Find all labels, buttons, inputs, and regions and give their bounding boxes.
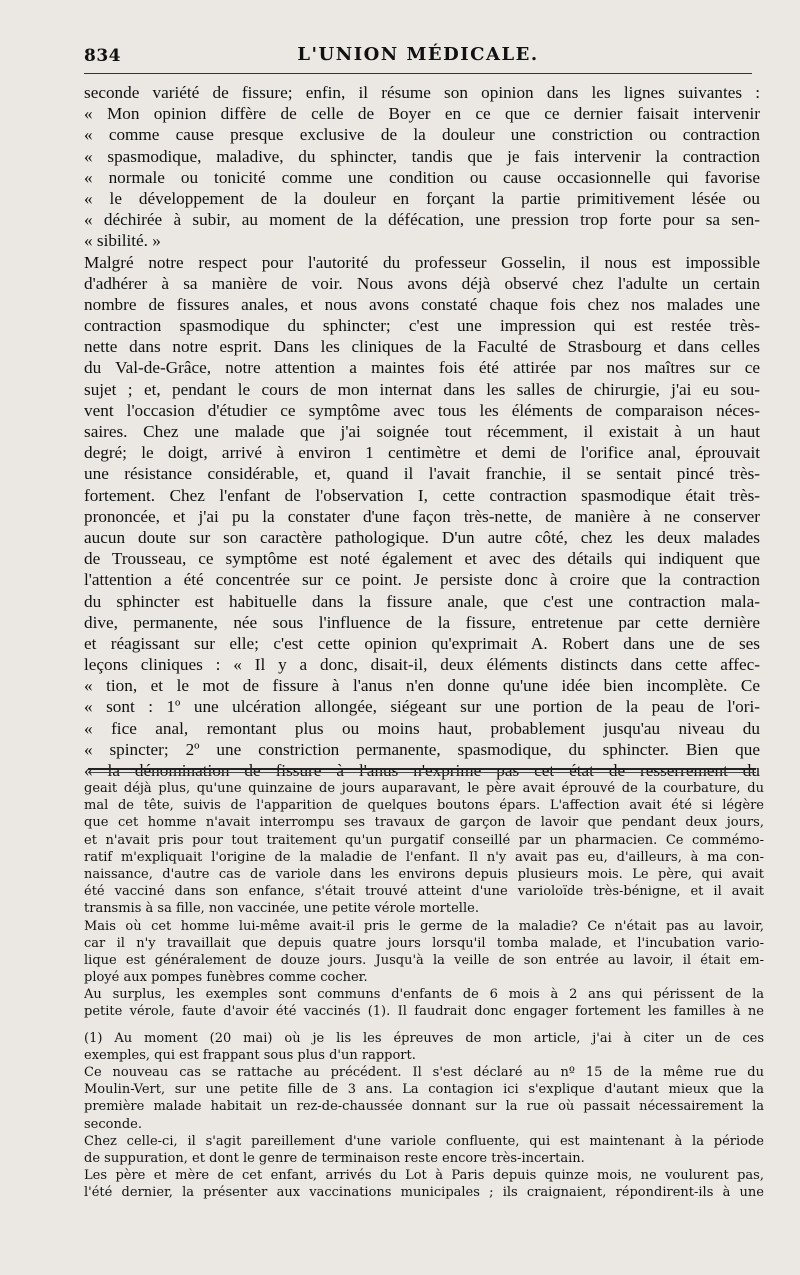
text-line: « la dénomination de fissure à l'anus n'exprime pas cet état de resserrement du: [84, 761, 760, 780]
text-line: « fice anal, remontant plus ou moins haut, probablement jusqu'au niveau du: [84, 718, 760, 738]
text-line: et réagissant sur elle; c'est cette opinion qu'exprimait A. Robert dans une de ses: [84, 633, 760, 653]
text-line: lique est généralement de douze jours. Jusqu'à la veille de son entrée au lavoir, il était em-: [84, 952, 764, 968]
text-line: saires. Chez une malade que j'ai soignée tout récemment, il existait à un haut: [84, 422, 760, 441]
footnote-line: Ce nouveau cas se rattache au précédent. Il s'est déclaré au nº 15 de la même rue du: [84, 1065, 764, 1080]
text-line: « le développement de la douleur en forçant la partie primitivement lésée ou: [84, 188, 760, 208]
text-line: « normale ou tonicité comme une condition ou cause occasionnelle qui favorise: [84, 167, 760, 187]
text-line: dive, permanente, née sous l'influence de la fissure, entretenue par cette dernière: [84, 612, 760, 632]
text-line: prononcée, et j'ai pu la constater d'une façon très-nette, de manière à ne conserver: [84, 506, 760, 526]
text-line: été vacciné dans son enfance, s'était trouvé atteint d'une varioloïde très-bénigne, et il avait: [84, 884, 764, 900]
text-line: petite vérole, faute d'avoir été vaccinés (1). Il faudrait donc engager fortement les familles à ne: [84, 1004, 764, 1020]
page-number: 834: [84, 46, 121, 66]
text-line: l'attention a été concentrée sur ce point. Je persiste donc à croire que la contraction: [84, 570, 760, 590]
footnote-line: première malade habitait un rez-de-chaussée donnant sur la rue où passait nécessairement la: [84, 1099, 764, 1115]
text-line: « déchirée à subir, au moment de la défécation, une pression trop forte pour sa sen-: [84, 210, 760, 230]
text-line: « spincter; 2º une constriction permanente, spasmodique, du sphincter. Bien que: [84, 739, 760, 759]
text-line: et n'avait pris pour tout traitement qu'un purgatif conseillé par un pharmacien. Ce commémo-: [84, 832, 764, 848]
text-line: nette dans notre esprit. Dans les cliniques de la Faculté de Strasbourg et dans celles: [84, 337, 760, 357]
text-line: du sphincter est habituelle dans la fissure anale, que c'est une contraction mala-: [84, 591, 760, 611]
text-line: mal de tête, suivis de l'apparition de quelques boutons épars. L'affection avait été si légère: [84, 798, 764, 814]
text-line: « sibilité. »: [84, 231, 161, 251]
footnote-line: exemples, qui est frappant sous plus d'un rapport.: [84, 1047, 416, 1063]
text-line: geait déjà plus, qu'une quinzaine de jours auparavant, le père avait éprouvé de la courbature, du: [84, 781, 764, 796]
text-line: vent l'occasion d'étudier ce symptôme avec tous les éléments de comparaison néces-: [84, 400, 760, 420]
text-line: transmis à sa fille, non vaccinée, une petite vérole mortelle.: [84, 901, 479, 917]
footnote-line: (1) Au moment (20 mai) où je lis les épreuves de mon article, j'ai à citer un de ces: [84, 1030, 764, 1046]
text-line: « sont : 1º une ulcération allongée, siégeant sur une portion de la peau de l'ori-: [84, 697, 760, 717]
main-article-text: [84, 82, 760, 781]
text-line: seconde variété de fissure; enfin, il résume son opinion dans les lignes suivantes :: [84, 83, 760, 102]
text-line: « spasmodique, maladive, du sphincter, tandis que je fais intervenir la contraction: [84, 146, 760, 166]
footnote-line: Moulin-Vert, sur une petite fille de 3 ans. La contagion ici s'explique d'autant mieux que la: [84, 1082, 764, 1098]
text-line: « comme cause presque exclusive de la douleur une constriction ou contraction: [84, 125, 760, 145]
text-line: Au surplus, les exemples sont communs d'enfants de 6 mois à 2 ans qui périssent de la: [84, 987, 764, 1003]
footnote-line: l'été dernier, la présenter aux vaccinations municipales ; ils craignaient, répondirent-ils à une: [84, 1185, 764, 1201]
page-header: [84, 40, 752, 70]
footnote-line: de suppuration, et dont le genre de terminaison reste encore très-incertain.: [84, 1150, 585, 1166]
footnote-line: seconde.: [84, 1116, 142, 1132]
text-line: ratif m'expliquait l'origine de la maladie de l'enfant. Il n'y avait pas eu, d'ailleurs, à ma con-: [84, 849, 764, 865]
text-line: d'adhérer à sa manière de voir. Nous avons déjà observé chez l'adulte un certain: [84, 273, 760, 293]
text-line: que cet homme n'avait interrompu ses travaux de garçon de lavoir que pendant deux jours,: [84, 815, 764, 831]
text-line: de Trousseau, ce symptôme est noté également et avec des détails qui indiquent que: [84, 549, 760, 569]
text-line: naissance, d'autre cas de variole dans les environs depuis plusieurs mois. Le père, qui avait: [84, 866, 764, 882]
journal-title: L'UNION MÉDICALE.: [297, 44, 539, 65]
text-line: degré; le doigt, arrivé à environ 1 centimètre et demi de l'orifice anal, éprouvait: [84, 443, 760, 463]
text-line: Mais où cet homme lui-même avait-il pris le germe de la maladie? Ce n'était pas au lavoir,: [84, 918, 764, 934]
footnote-line: Les père et mère de cet enfant, arrivés du Lot à Paris depuis quinze mois, ne voulurent pas,: [84, 1168, 764, 1184]
feuilleton-separator: [88, 768, 756, 775]
text-line: « Mon opinion diffère de celle de Boyer en ce que ce dernier faisait intervenir: [84, 104, 760, 124]
text-line: du Val-de-Grâce, notre attention a maintes fois été attirée par nos maîtres sur ce: [84, 358, 760, 378]
text-line: contraction spasmodique du sphincter; c'est une impression qui est restée très-: [84, 316, 760, 336]
text-line: fortement. Chez l'enfant de l'observation I, cette contraction spasmodique était très-: [84, 485, 760, 505]
text-line: nombre de fissures anales, et nous avons constaté chaque fois chez nos malades une: [84, 294, 760, 314]
footnote-line: Chez celle-ci, il s'agit pareillement d'une variole confluente, qui est maintenant à la période: [84, 1133, 764, 1149]
header-rule: [84, 73, 752, 74]
text-line: car il n'y travaillait que depuis quatre jours lorsqu'il tomba malade, et l'incubation vario-: [84, 935, 764, 951]
text-line: aucun doute sur son caractère pathologique. D'un autre côté, chez les deux malades: [84, 527, 760, 547]
text-line: une résistance considérable, et, quand il l'avait franchie, il se sentait pincé très-: [84, 464, 760, 484]
text-line: sujet ; et, pendant le cours de mon internat dans les salles de chirurgie, j'ai eu sou-: [84, 379, 760, 399]
text-line: ployé aux pompes funèbres comme cocher.: [84, 970, 368, 986]
feuilleton-text: [84, 780, 764, 1202]
text-line: « tion, et le mot de fissure à l'anus n'en donne qu'une idée bien incomplète. Ce: [84, 676, 760, 696]
text-line: leçons cliniques : « Il y a donc, disait-il, deux éléments distincts dans cette affec-: [84, 655, 760, 675]
text-line: Malgré notre respect pour l'autorité du professeur Gosselin, il nous est impossible: [84, 252, 760, 272]
